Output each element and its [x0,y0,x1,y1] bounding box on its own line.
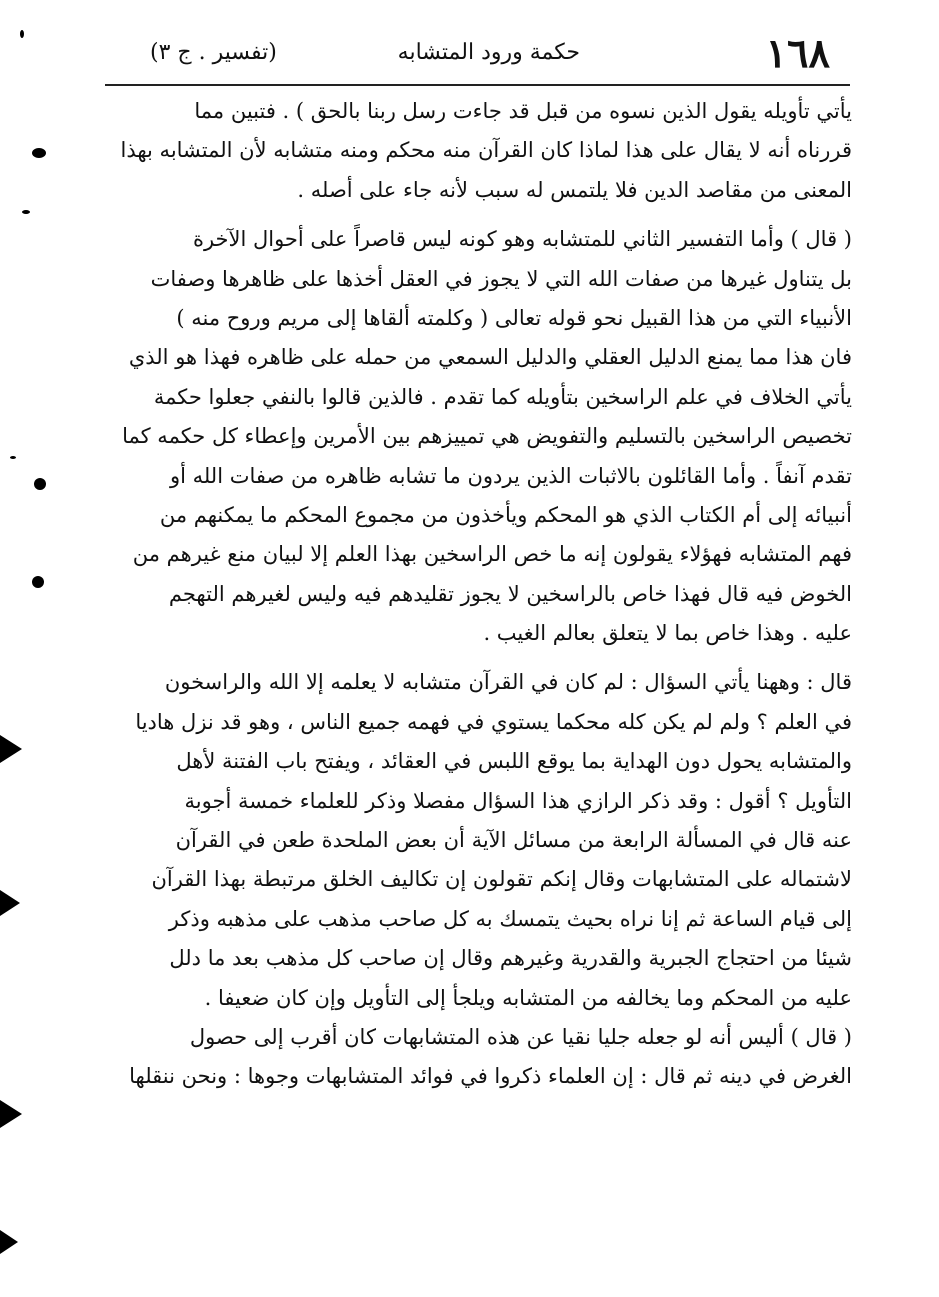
margin-arrow-mark [0,735,22,763]
text-line: في العلم ؟ ولم لم يكن كله محكما يستوي في فهمه جميع الناس ، وهو قد نزل هاديا [135,709,852,734]
text-line: شيئا من احتجاج الجبرية والقدرية وغيرهم وقال إن صاحب كل مذهب بعد ما دلل [169,946,852,971]
text-line: والمتشابه يحول دون الهداية بما يوقع اللبس في العقائد ، ويفتح باب الفتنة لأهل [176,749,852,774]
paragraph-3 [100,663,852,1018]
scan-speck [22,210,30,214]
text-line: يأتي الخلاف في علم الراسخين بتأويله كما تقدم . فالذين قالوا بالنفي جعلوا حكمة [153,384,852,409]
text-line: الخوض فيه قال فهذا خاص بالراسخين لا يجوز تقليدهم فيه وليس لغيرهم التهجم [168,581,852,606]
margin-arrow-mark [0,1100,22,1128]
text-line: إلى قيام الساعة ثم إنا نراه بحيث يتمسك به كل صاحب مذهب على مذهبه وذكر [168,906,852,931]
text-line: قررناه أنه لا يقال على هذا لماذا كان القرآن منه محكم ومنه متشابه لأن المتشابه بهذا [120,138,852,163]
scan-speck [10,456,16,459]
running-title: حكمة ورود المتشابه [397,40,580,65]
text-line: عليه . وهذا خاص بما لا يتعلق بعالم الغيب . [483,621,852,646]
text-line: يأتي تأويله يقول الذين نسوه من قبل قد جاءت رسل ربنا بالحق ) . فتبين مما [194,99,852,123]
scan-speck [20,30,24,38]
margin-arrow-mark [0,1230,18,1254]
scan-speck [32,576,44,588]
paragraph-1 [100,92,852,210]
text-line: تخصيص الراسخين بالتسليم والتفويض هي تمييزهم بين الأمرين وإعطاء كل حكمه كما [122,424,852,449]
text-line: التأويل ؟ أقول : وقد ذكر الرازي هذا السؤال مفصلا وذكر للعلماء خمسة أجوبة [184,788,852,813]
header-rule [105,84,850,86]
text-line: عليه من المحكم وما يخالفه من المتشابه ويلجأ إلى التأويل وإن كان ضعيفا . [204,985,852,1010]
text-line: الغرض في دينه ثم قال : إن العلماء ذكروا في فوائد المتشابهات وجوها : ونحن ننقلها [129,1064,852,1089]
text-line: قال : وههنا يأتي السؤال : لم كان في القرآن متشابه لا يعلمه إلا الله والراسخون [164,670,852,695]
text-line: لاشتماله على المتشابهات وقال إنكم تقولون إن تكاليف الخلق مرتبطة بهذا القرآن [151,867,852,892]
text-line: ( قال ) أليس أنه لو جعله جليا نقيا عن هذه المتشابهات كان أقرب إلى حصول [189,1024,852,1049]
text-line: الأنبياء التي من هذا القبيل نحو قوله تعالى ( وكلمته ألقاها إلى مريم وروح منه ) [176,305,852,330]
text-line: فان هذا مما يمنع الدليل العقلي والدليل السمعي من حمله على ظاهره فهذا هو الذي [128,345,852,370]
text-line: ( قال ) وأما التفسير الثاني للمتشابه وهو كونه ليس قاصراً على أحوال الآخرة [192,227,852,252]
page-number: ١٦٨ [765,30,830,77]
text-line: تقدم آنفاً . وأما القائلون بالاثبات الذين يردون ما تشابه ظاهره من صفات الله أو [169,463,852,488]
text-line: المعنى من مقاصد الدين فلا يلتمس له سبب لأنه جاء على أصله . [297,177,852,202]
paragraph-2 [100,220,852,653]
running-reference: (تفسير . ج ٣) [150,40,277,65]
text-line: أنبيائه إلى أم الكتاب الذي هو المحكم ويأخذون من مجموع المحكم ما يمكنهم من [159,502,852,527]
scan-speck [34,478,46,490]
scan-speck [32,148,46,158]
page-header [150,30,830,80]
text-line: عنه قال في المسألة الرابعة من مسائل الآية أن بعض الملحدة طعن في القرآن [175,828,852,853]
text-line: فهم المتشابه فهؤلاء يقولون إنه ما خص الراسخين بهذا العلم إلا لبيان منع غيرهم من [132,542,852,567]
margin-arrow-mark [0,890,20,916]
text-body [100,92,852,1097]
paragraph-4 [100,1018,852,1097]
text-line: بل يتناول غيرها من صفات الله التي لا يجوز في العقل أخذها على ظاهرها وصفات [150,266,852,291]
